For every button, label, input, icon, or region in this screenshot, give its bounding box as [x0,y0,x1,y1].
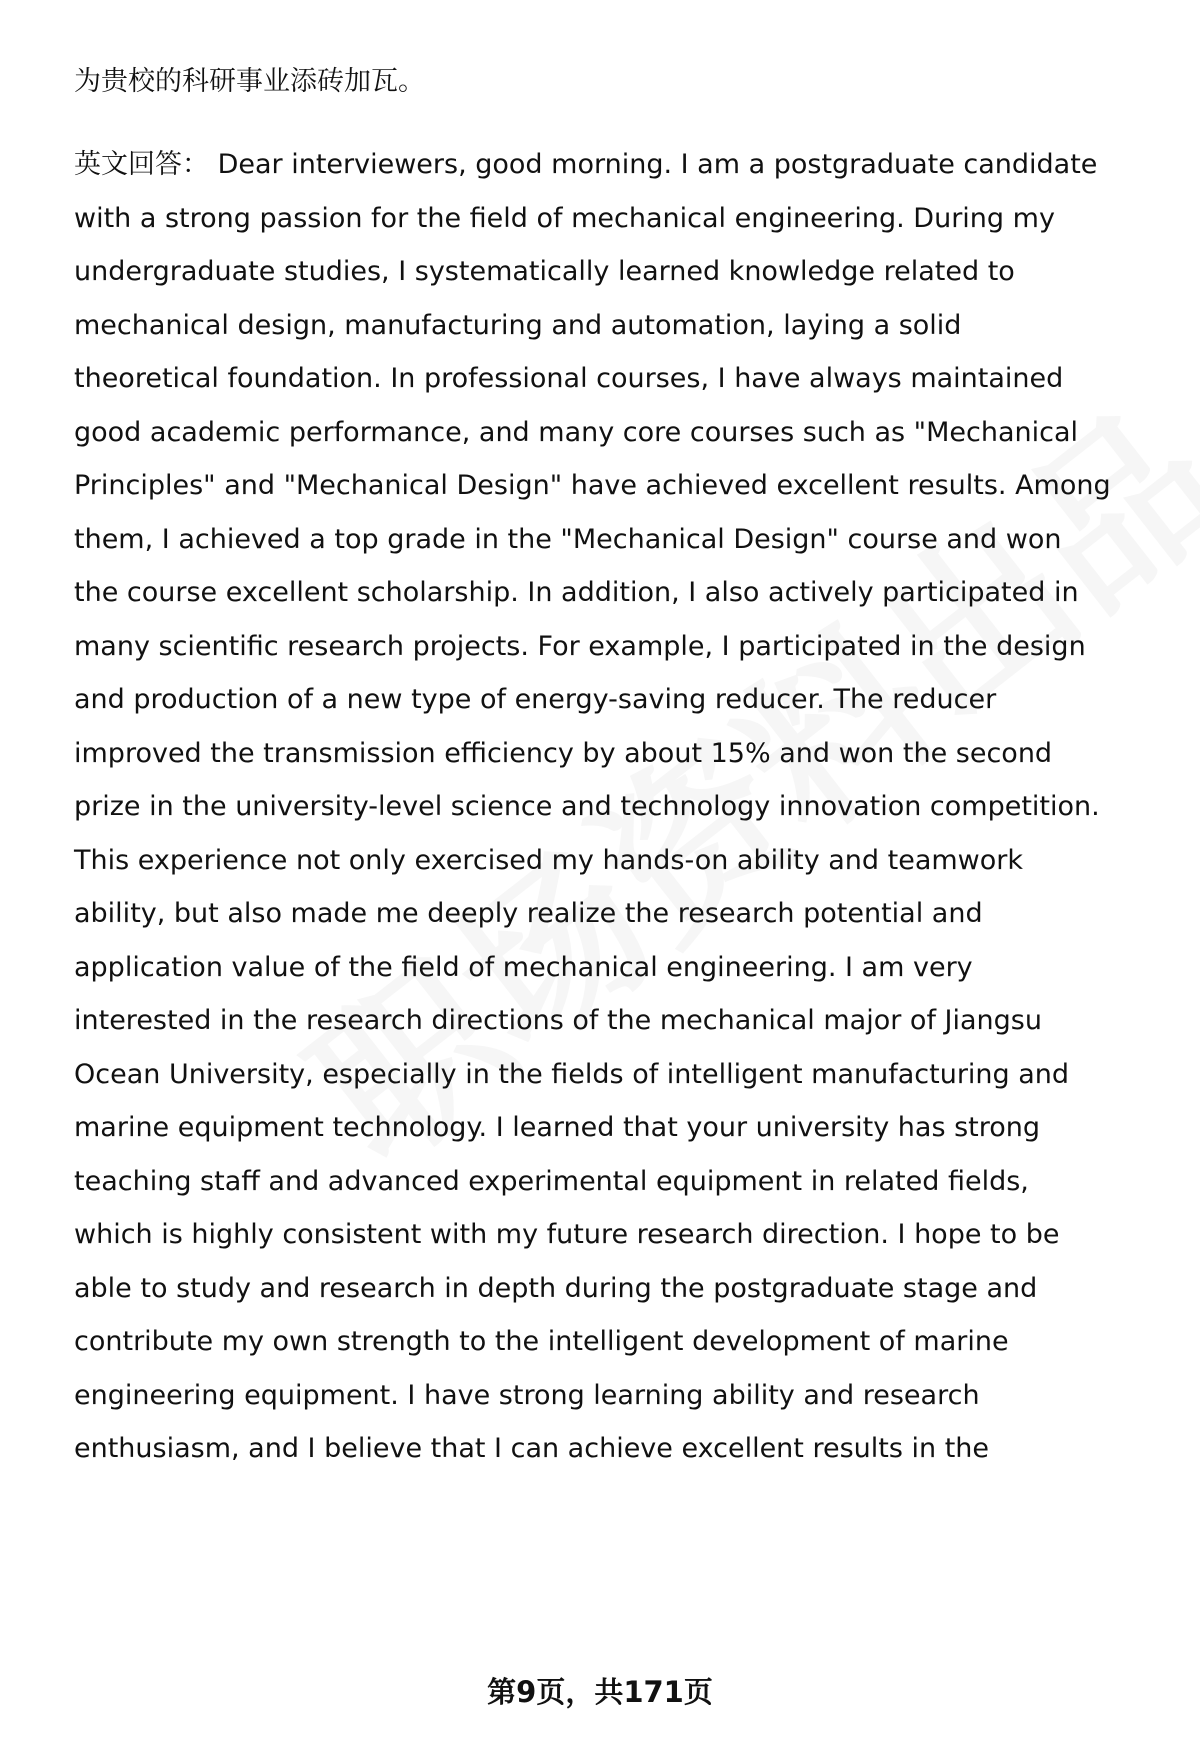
text-line: many scientific research projects. For example, I participated in the design [74,631,1086,662]
text-line: prize in the university-level science and technology innovation competition. [74,791,1100,822]
text-line: enthusiasm, and I believe that I can achieve excellent results in the [74,1433,990,1464]
text-line: and production of a new type of energy-saving reducer. The reducer [74,684,997,715]
text-line: good academic performance, and many core courses such as "Mechanical [74,417,1079,448]
text-line: ability, but also made me deeply realize the research potential and [74,898,983,929]
text-line: application value of the field of mechanical engineering. I am very [74,952,973,983]
text-line: which is highly consistent with my future research direction. I hope to be [74,1219,1060,1250]
text-line: teaching staff and advanced experimental equipment in related fields, [74,1166,1029,1197]
text-line: Ocean University, especially in the fields of intelligent manufacturing and [74,1059,1070,1090]
text-line: 英文回答： Dear interviewers, good morning. I am a postgraduate candidate [74,149,1098,180]
text-line: them, I achieved a top grade in the "Mechanical Design" course and won [74,524,1062,555]
text-line: engineering equipment. I have strong learning ability and research [74,1380,980,1411]
text-line: This experience not only exercised my hands-on ability and teamwork [74,845,1024,876]
text-line: able to study and research in depth during the postgraduate stage and [74,1273,1038,1304]
text-line: undergraduate studies, I systematically learned knowledge related to [74,256,1015,287]
text-line: contribute my own strength to the intelligent development of marine [74,1326,1009,1357]
text-line: interested in the research directions of the mechanical major of Jiangsu [74,1005,1042,1036]
text-line: 为贵校的科研事业添砖加瓦。 [74,66,425,97]
text-line: theoretical foundation. In professional courses, I have always maintained [74,363,1064,394]
text-line: the course excellent scholarship. In addition, I also actively participated in [74,577,1079,608]
text-line: mechanical design, manufacturing and automation, laying a solid [74,310,962,341]
text-line: improved the transmission efficiency by about 15% and won the second [74,738,1053,769]
text-line: with a strong passion for the field of mechanical engineering. During my [74,203,1055,234]
text-line: marine equipment technology. I learned that your university has strong [74,1112,1041,1143]
page-number: 第9页，共171页 [487,1675,713,1709]
text-line: Principles" and "Mechanical Design" have achieved excellent results. Among [74,470,1111,501]
